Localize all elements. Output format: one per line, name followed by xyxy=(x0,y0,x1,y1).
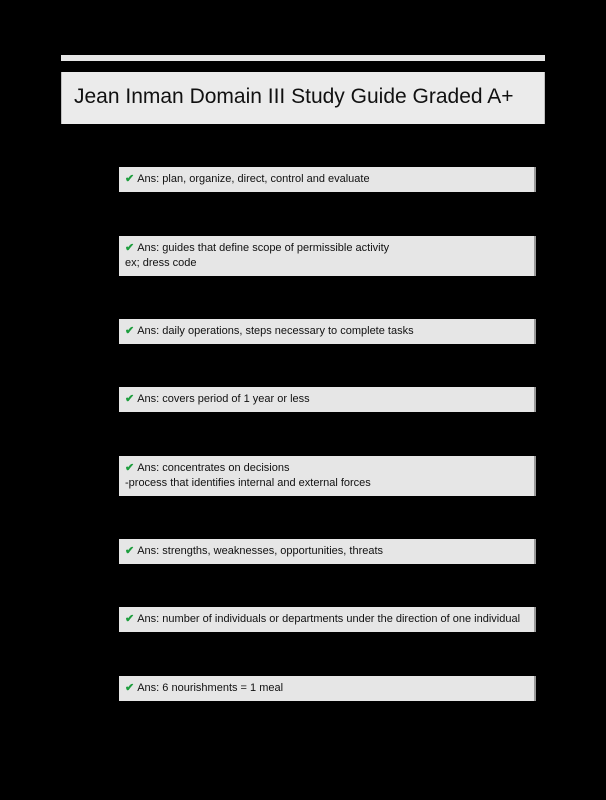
answer-text: covers period of 1 year or less xyxy=(162,393,310,405)
answer-box xyxy=(119,456,536,496)
answer-line xyxy=(125,681,528,696)
answer-line xyxy=(125,241,528,256)
checkmark-icon: ✔ xyxy=(125,393,135,405)
answer-box xyxy=(119,539,536,564)
answer-box xyxy=(119,236,536,276)
answer-box xyxy=(119,607,536,632)
answer-line xyxy=(125,461,528,476)
answer-box xyxy=(119,676,536,701)
answer-line xyxy=(125,392,528,407)
checkmark-icon: ✔ xyxy=(125,613,135,625)
answer-prefix: Ans: xyxy=(137,545,160,557)
answer-prefix: Ans: xyxy=(137,325,160,337)
answer-text: concentrates on decisions xyxy=(162,462,290,474)
answer-line xyxy=(125,324,528,339)
answer-prefix: Ans: xyxy=(137,462,160,474)
answer-line xyxy=(125,172,528,187)
answer-prefix: Ans: xyxy=(137,242,160,254)
checkmark-icon: ✔ xyxy=(125,682,135,694)
answer-line xyxy=(125,612,528,627)
checkmark-icon: ✔ xyxy=(125,325,135,337)
answer-prefix: Ans: xyxy=(137,613,160,625)
answer-text: 6 nourishments = 1 meal xyxy=(162,682,284,694)
answer-prefix: Ans: xyxy=(137,393,160,405)
answer-line xyxy=(125,544,528,559)
checkmark-icon: ✔ xyxy=(125,462,135,474)
checkmark-icon: ✔ xyxy=(125,545,135,557)
answer-box xyxy=(119,167,536,192)
top-divider xyxy=(61,55,545,61)
answer-text: plan, organize, direct, control and evaluate xyxy=(162,173,370,185)
checkmark-icon: ✔ xyxy=(125,173,135,185)
answer-box xyxy=(119,319,536,344)
answer-text: guides that define scope of permissible activity xyxy=(162,242,390,254)
answer-text: strengths, weaknesses, opportunities, threats xyxy=(162,545,384,557)
answer-prefix: Ans: xyxy=(137,173,160,185)
answer-text-continued: ex; dress code xyxy=(125,257,197,269)
title-banner xyxy=(61,72,545,124)
checkmark-icon: ✔ xyxy=(125,242,135,254)
answer-prefix: Ans: xyxy=(137,682,160,694)
answer-box xyxy=(119,387,536,412)
document-title: Jean Inman Domain III Study Guide Graded A+ xyxy=(74,85,514,108)
answer-text: daily operations, steps necessary to complete tasks xyxy=(162,325,414,337)
answer-text-continued: -process that identifies internal and external forces xyxy=(125,477,371,489)
answer-text: number of individuals or departments under the direction of one individual xyxy=(162,613,521,625)
